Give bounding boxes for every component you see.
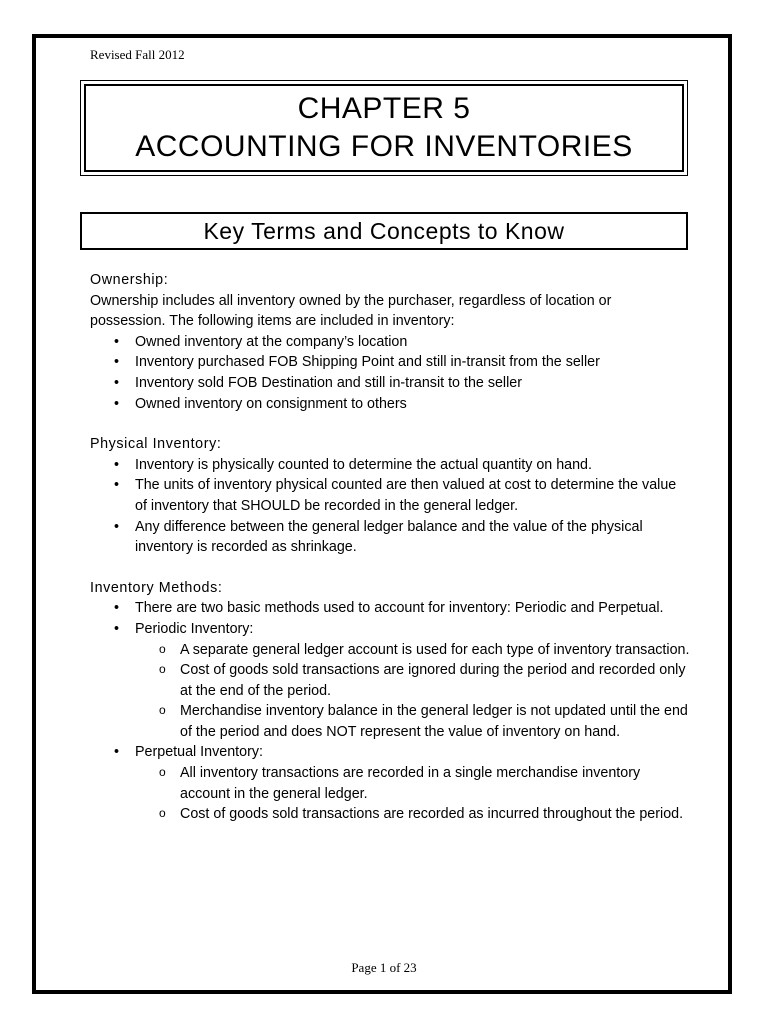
sub-list-item: o Cost of goods sold transactions are ignored during the period and recorded only at the end of the period. xyxy=(90,660,690,701)
perpetual-inventory-group xyxy=(90,742,690,763)
perpetual-inventory-label: • Perpetual Inventory: xyxy=(90,742,690,763)
chapter-title-box xyxy=(80,80,688,176)
physical-inventory-list xyxy=(90,455,690,558)
section-title: Key Terms and Concepts to Know xyxy=(80,212,688,250)
chapter-number: CHAPTER 5 xyxy=(297,92,471,125)
inventory-methods-heading: Inventory Methods: xyxy=(90,579,223,596)
ownership-paragraph: Ownership includes all inventory owned by the purchaser, regardless of location or possession. The following items are included in inventory: xyxy=(90,292,612,330)
perpetual-inventory-list xyxy=(90,763,690,825)
list-item: • Any difference between the general ledger balance and the value of the physical inventory is recorded as shrinkage. xyxy=(90,517,690,558)
ownership-heading: Ownership: xyxy=(90,272,169,288)
list-item: • There are two basic methods used to account for inventory: Periodic and Perpetual. xyxy=(90,598,690,619)
list-item: • Inventory is physically counted to determine the actual quantity on hand. xyxy=(90,455,690,476)
chapter-title-inner xyxy=(84,84,684,172)
page-number: Page 1 of 23 xyxy=(351,960,417,975)
physical-inventory-heading: Physical Inventory: xyxy=(90,436,222,453)
list-item: • Owned inventory on consignment to others xyxy=(90,394,690,415)
chapter-title: ACCOUNTING FOR INVENTORIES xyxy=(135,130,633,163)
list-item: • Owned inventory at the company’s location xyxy=(90,332,690,353)
ownership-list xyxy=(90,332,690,414)
sub-list-item: o Cost of goods sold transactions are recorded as incurred throughout the period. xyxy=(90,804,690,825)
inventory-methods-list xyxy=(90,598,690,639)
sub-list-item: o Merchandise inventory balance in the general ledger is not updated until the end of the period and does NOT represent the value of inventory on hand. xyxy=(90,701,690,742)
periodic-inventory-list xyxy=(90,640,690,743)
revised-date: Revised Fall 2012 xyxy=(90,47,185,62)
list-item: • The units of inventory physical counted are then valued at cost to determine the value of inventory that SHOULD be recorded in the general ledger. xyxy=(90,475,690,516)
sub-list-item: o All inventory transactions are recorded in a single merchandise inventory account in the general ledger. xyxy=(90,763,690,804)
list-item: • Inventory purchased FOB Shipping Point and still in-transit from the seller xyxy=(90,352,690,373)
document-body xyxy=(90,270,690,825)
sub-list-item: o A separate general ledger account is used for each type of inventory transaction. xyxy=(90,640,690,661)
list-item: • Inventory sold FOB Destination and still in-transit to the seller xyxy=(90,373,690,394)
periodic-inventory-label: • Periodic Inventory: xyxy=(90,619,690,640)
